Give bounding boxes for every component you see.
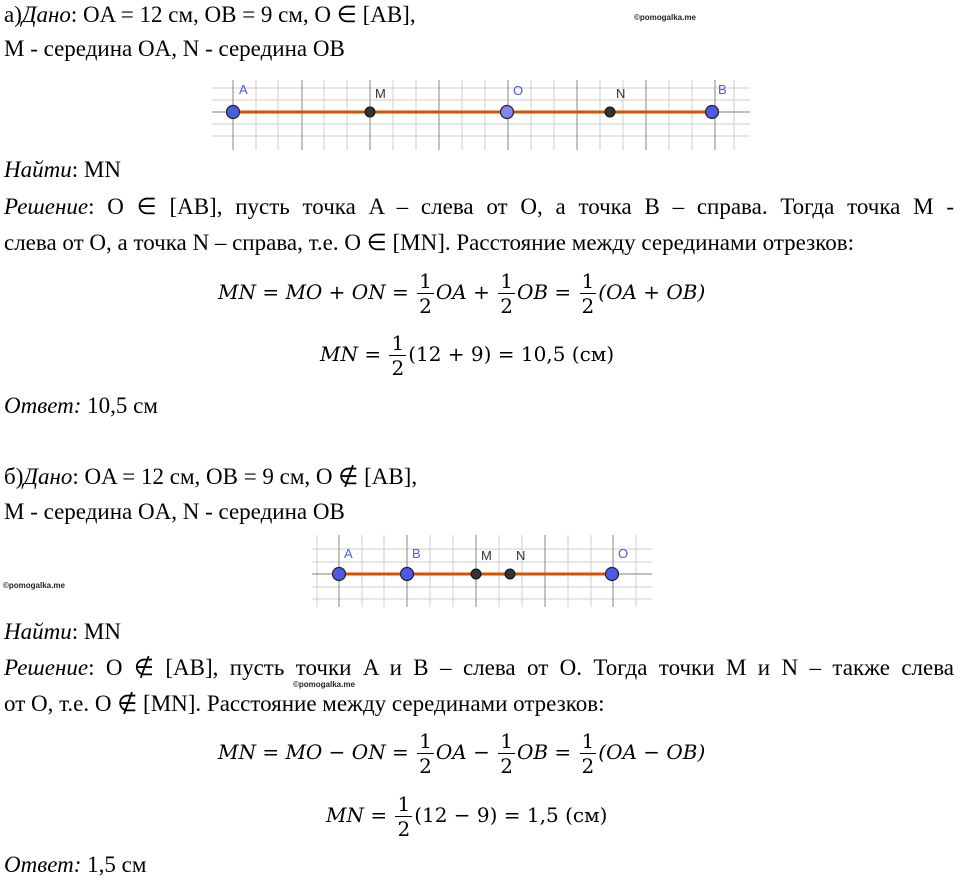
fraction-half: $\frac{1}{2}$: [581, 269, 595, 318]
point-a-label: A: [239, 82, 248, 97]
part-b-solution-line2: от O, т.е. O ∉ [MN]. Расстояние между серединами отрезков:: [4, 691, 605, 716]
watermark-left: ©pomogalka.me: [3, 581, 65, 590]
part-b-given-line2: M - середина OA, N - середина OB: [4, 499, 345, 524]
point-n-dot: [505, 569, 515, 579]
point-b-label: B: [718, 82, 727, 97]
part-a-answer: Ответ: 10,5 см: [4, 393, 158, 418]
point-o-label: O: [618, 546, 629, 561]
point-b-dot: [706, 106, 719, 119]
point-n-dot: [605, 107, 615, 117]
point-o-dot: [501, 106, 514, 119]
point-b-label: B: [412, 546, 421, 561]
part-b-given-line1: б)Дано: OA = 12 см, OB = 9 см, O ∉ [AB],: [4, 464, 418, 489]
point-a-label: A: [344, 546, 353, 561]
part-b-answer: Ответ: 1,5 см: [4, 852, 147, 877]
part-a-solution-line2: слева от O, а точка N – справа, т.е. O ∈ [MN]. Расстояние между серединами отрезков:: [4, 230, 854, 255]
part-a-equation-2: MN = $\frac{1}{2}$ (12 + 9) = 10,5 (см): [320, 331, 615, 380]
fraction-half: $\frac{1}{2}$: [397, 792, 411, 841]
point-m-dot: [365, 107, 375, 117]
part-a-grid: [212, 80, 750, 150]
part-a-given-line2: M - середина OA, N - середина OB: [4, 36, 345, 61]
part-a-equation-1: MN = MO + ON = $\frac{1}{2}$ OA + $\frac{1}{2}$ OB = $\frac{1}{2}$ (OA + OB): [218, 269, 706, 318]
watermark-top: ©pomogalka.me: [634, 13, 696, 22]
fraction-half: $\frac{1}{2}$: [500, 729, 513, 778]
part-b-equation-1: MN = MO − ON = $\frac{1}{2}$ OA − $\frac{1}{2}$ OB = $\frac{1}{2}$ (OA − OB): [218, 729, 706, 778]
point-b-dot: [401, 568, 414, 581]
fraction-half: $\frac{1}{2}$: [419, 729, 432, 778]
point-n-label: N: [516, 548, 526, 563]
point-n-label: N: [616, 86, 626, 101]
part-b-grid: [312, 535, 652, 607]
part-b-find: Найти: MN: [4, 619, 121, 644]
fraction-half: $\frac{1}{2}$: [581, 729, 595, 778]
point-m-label: M: [375, 86, 386, 101]
part-a-find: Найти: MN: [4, 157, 121, 182]
point-a-dot: [333, 568, 346, 581]
part-b-solution-line1: Решение: O ∉ [AB], пусть точки A и B – слева от O. Тогда точки M и N – также слева: [4, 655, 954, 680]
part-a-solution-line1: Решение: O ∈ [AB], пусть точка A – слева от O, а точка B – справа. Тогда точка M -: [4, 194, 954, 219]
part-a-figure: [212, 80, 750, 150]
fraction-half: $\frac{1}{2}$: [391, 331, 405, 380]
part-b-equation-2: MN = $\frac{1}{2}$ (12 − 9) = 1,5 (см): [326, 792, 608, 841]
point-m-label: M: [481, 548, 492, 563]
watermark-middle: ©pomogalka.me: [293, 680, 355, 689]
point-m-dot: [471, 569, 481, 579]
part-b-figure: [312, 535, 652, 607]
point-o-dot: [606, 568, 619, 581]
point-o-label: O: [513, 83, 524, 98]
part-a-given-line1: а)Дано: OA = 12 см, OB = 9 см, O ∈ [AB],: [4, 2, 416, 27]
fraction-half: $\frac{1}{2}$: [500, 269, 513, 318]
point-a-dot: [227, 106, 240, 119]
fraction-half: $\frac{1}{2}$: [419, 269, 432, 318]
